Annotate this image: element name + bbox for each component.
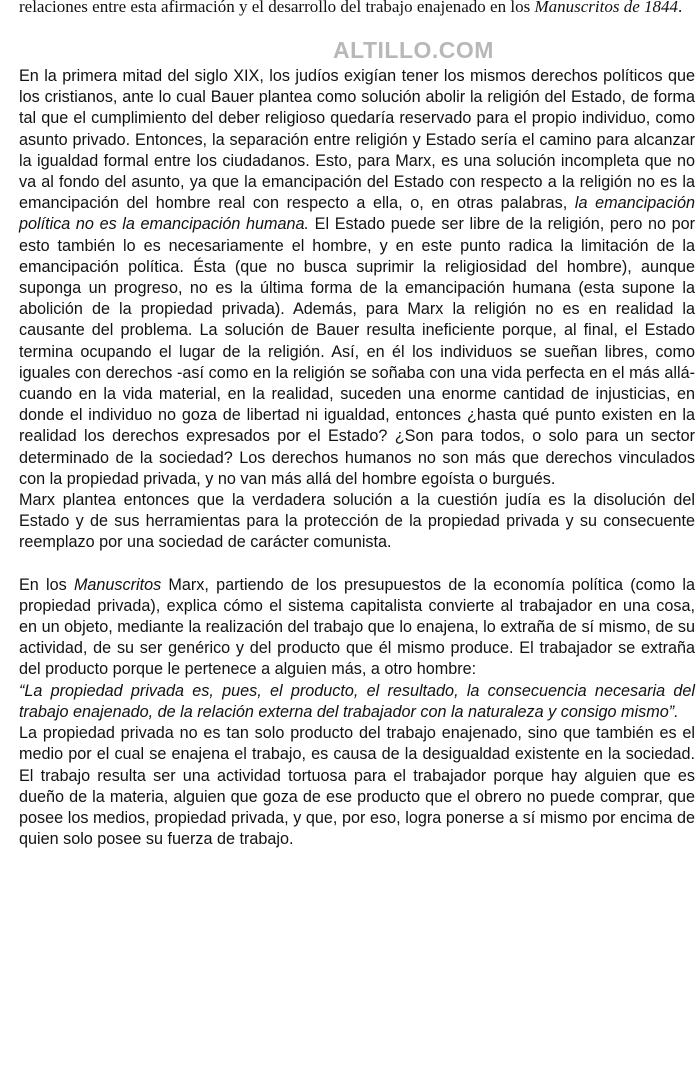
intro-text: relaciones entre esta afirmación y el desarrollo del trabajo enajenado en los: [19, 0, 535, 16]
paragraph-gap: [19, 554, 695, 575]
paragraph-text: En los: [19, 575, 74, 594]
paragraph-emphasis: la emancipación política no es la emancipación humana.: [19, 194, 695, 234]
paragraph-text: El Estado puede ser libre de la religión, pero no por esto también lo es necesariamente el hombre, y en este punto radica la limitación de la emancipación política. Ésta (que no busca suprimir la religiosidad del hombre), aunque suponga un progreso, no es la última forma de la emancipación humana (esta supone la abolición de la propiedad privada). Además, para Marx la religión no es en realidad la causante del problema. La solución de Bauer resulta ineficiente porque, al final, el Estado termina ocupando el lugar de la religión. Así, en él los individuos se sueñan libres, como iguales con derechos -así como en la religión se soñaba con una vida perfecta en el más allá- cuando en la vida material, en la realidad, suceden una enorme cantidad de injusticias, en donde el individuo no goza de libertad ni igualdad, entonces ¿hasta qué punto existen en la realidad los derechos expresados por el Estado? ¿Son para todos, o solo para un sector determinado de la sociedad? Los derechos humanos no son más que derechos vinculados con la propiedad privada, y no van más allá del hombre egoísta o burgués.: [19, 215, 695, 488]
paragraph-text: Marx, partiendo de los presupuestos de la economía política (como la propiedad privada), explica cómo el sistema capitalista convierte al trabajador en una cosa, en un objeto, mediante la realización del trabajo que lo enajena, lo extraña de sí mismo, de su actividad, de su ser genérico y del producto que él mismo produce. El trabajador se extraña del producto porque le pertenece a alguien más, a otro hombre:: [19, 575, 695, 679]
intro-paragraph: [19, 0, 699, 17]
intro-italic-title: Manuscritos de 1844: [534, 0, 678, 16]
intro-text-end: .: [677, 0, 683, 16]
paragraph-manuscritos: [19, 575, 695, 681]
paragraph-text: En la primera mitad del siglo XIX, los judíos exigían tener los mismos derechos políticos que los cristianos, ante lo cual Bauer plantea como solución abolir la religión del Estado, de forma tal que el cumplimiento del deber religioso quedaría reservado para el propio individuo, como asunto privado. Entonces, la separación entre religión y Estado sería el camino para alcanzar la igualdad formal entre los ciudadanos. Esto, para Marx, es una solución incompleta que no va al fondo del asunto, ya que la emancipación del Estado con respecto a la religión no es la emancipación del hombre real con respecto a ella, o, en otras palabras,: [19, 67, 695, 213]
paragraph-bauer: [19, 66, 695, 490]
watermark-logo: ALTILLO.COM: [333, 37, 494, 63]
quote: [19, 681, 695, 723]
paragraph-emphasis: Manuscritos: [73, 575, 162, 594]
paragraph-propiedad: La propiedad privada no es tan solo producto del trabajo enajenado, sino que también es el medio por el cual se enajena el trabajo, es causa de la desigualdad existente en la sociedad. El trabajo resulta ser una actividad tortuosa para el trabajador porque hay alguien que es dueño de la materia, alguien que goza de ese producto que el obrero no puede comprar, que posee los medios, propiedad privada, y que, por eso, logra ponerse a sí mismo por encima de quien solo posee su fuerza de trabajo.: [19, 724, 695, 849]
paragraph-solution: Marx plantea entonces que la verdadera solución a la cuestión judía es la disolución del Estado y de sus herramientas para la protección de la propiedad privada y su consecuente reemplazo por una sociedad de carácter comunista.: [19, 491, 695, 552]
quote-text: “La propiedad privada es, pues, el producto, el resultado, la consecuencia necesaria del trabajo enajenado, de la relación externa del trabajador con la naturaleza y consigo mismo”.: [19, 681, 695, 721]
body-text: [19, 66, 695, 850]
